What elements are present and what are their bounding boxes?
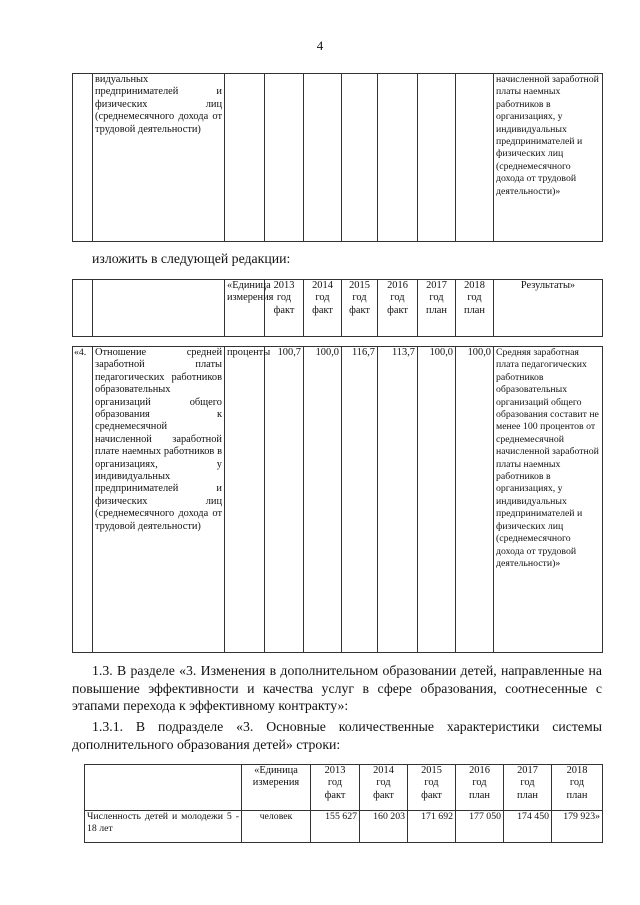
bottom-row-value: 177 050 xyxy=(456,811,504,843)
bottom-row-value: 155 627 xyxy=(311,811,360,843)
header-year: 2016 год факт xyxy=(378,280,418,337)
bottom-header-year: 2017 год план xyxy=(504,765,552,811)
bottom-row-label: Численность детей и молодежи 5 - 18 лет xyxy=(85,811,242,843)
header-year: 2015 год факт xyxy=(342,280,378,337)
header-results: Результаты» xyxy=(494,280,603,337)
row4-value: 113,7 xyxy=(378,347,418,653)
row4-num: «4. xyxy=(73,347,93,653)
fragment-table xyxy=(72,73,603,242)
paragraph-1-3: 1.3. В разделе «3. Изменения в дополнительном образовании детей, направленные на повышение эффективности и качества услуг в сфере образования, соотнесенные с этапами перехода к эффективному контракту»: xyxy=(72,663,602,713)
bottom-header-unit: «Единица измерения xyxy=(242,765,311,811)
bottom-header-year: 2013 год факт xyxy=(311,765,360,811)
header-unit: «Единица измерения xyxy=(225,280,265,337)
header-year: 2013 год факт xyxy=(265,280,304,337)
header-year: 2017 год план xyxy=(418,280,456,337)
row4-value: 116,7 xyxy=(342,347,378,653)
header-year: 2018 год план xyxy=(456,280,494,337)
bottom-row-unit: человек xyxy=(242,811,311,843)
row4-value: 100,7 xyxy=(265,347,304,653)
bottom-header-year: 2015 год факт xyxy=(408,765,456,811)
characteristics-table xyxy=(84,764,603,843)
row4-value: 100,0 xyxy=(418,347,456,653)
row4-value: 100,0 xyxy=(456,347,494,653)
bottom-row-value: 160 203 xyxy=(360,811,408,843)
intro-text: изложить в следующей редакции: xyxy=(92,251,291,266)
fragment-num-cell xyxy=(73,74,93,242)
row4-unit: проценты xyxy=(225,347,265,653)
bottom-header-year: 2018 год план xyxy=(552,765,603,811)
bottom-row-value: 179 923» xyxy=(552,811,603,843)
page-number: 4 xyxy=(316,38,324,53)
paragraph-1-3-1: 1.3.1. В подразделе «3. Основные количественные характеристики системы дополнительного образования детей» строки: xyxy=(72,719,602,752)
row4-result: Средняя заработная плата педагогических работников образовательных организаций общего образования составит не менее 100 процентов от среднемесячной начисленной заработной платы наемных работников в организациях, у индивидуальных предпринимателей и физических лиц (среднемесячного дохода от трудовой деятельности)» xyxy=(494,347,603,653)
bottom-row-value: 174 450 xyxy=(504,811,552,843)
header-table xyxy=(72,279,603,337)
header-year: 2014 год факт xyxy=(304,280,342,337)
fragment-results-cell: начисленной заработной платы наемных работников в организациях, у индивидуальных предпринимателей и физических лиц (среднемесячного дохода от трудовой деятельности)» xyxy=(494,74,603,242)
fragment-name-cell: видуальных предпринимателей и физических лиц (среднемесячного дохода от трудовой деятельности) xyxy=(93,74,225,242)
bottom-header-year: 2016 год план xyxy=(456,765,504,811)
row4-value: 100,0 xyxy=(304,347,342,653)
bottom-row-value: 171 692 xyxy=(408,811,456,843)
row4-name: Отношение средней заработной платы педагогических работников образовательных организаций общего образования к среднемесячной начисленной заработной плате наемных работников в организациях, у индивидуальных предпринимателей и физических лиц (среднемесячного дохода от трудовой деятельности) xyxy=(93,347,225,653)
bottom-header-year: 2014 год факт xyxy=(360,765,408,811)
row4-table xyxy=(72,346,603,653)
